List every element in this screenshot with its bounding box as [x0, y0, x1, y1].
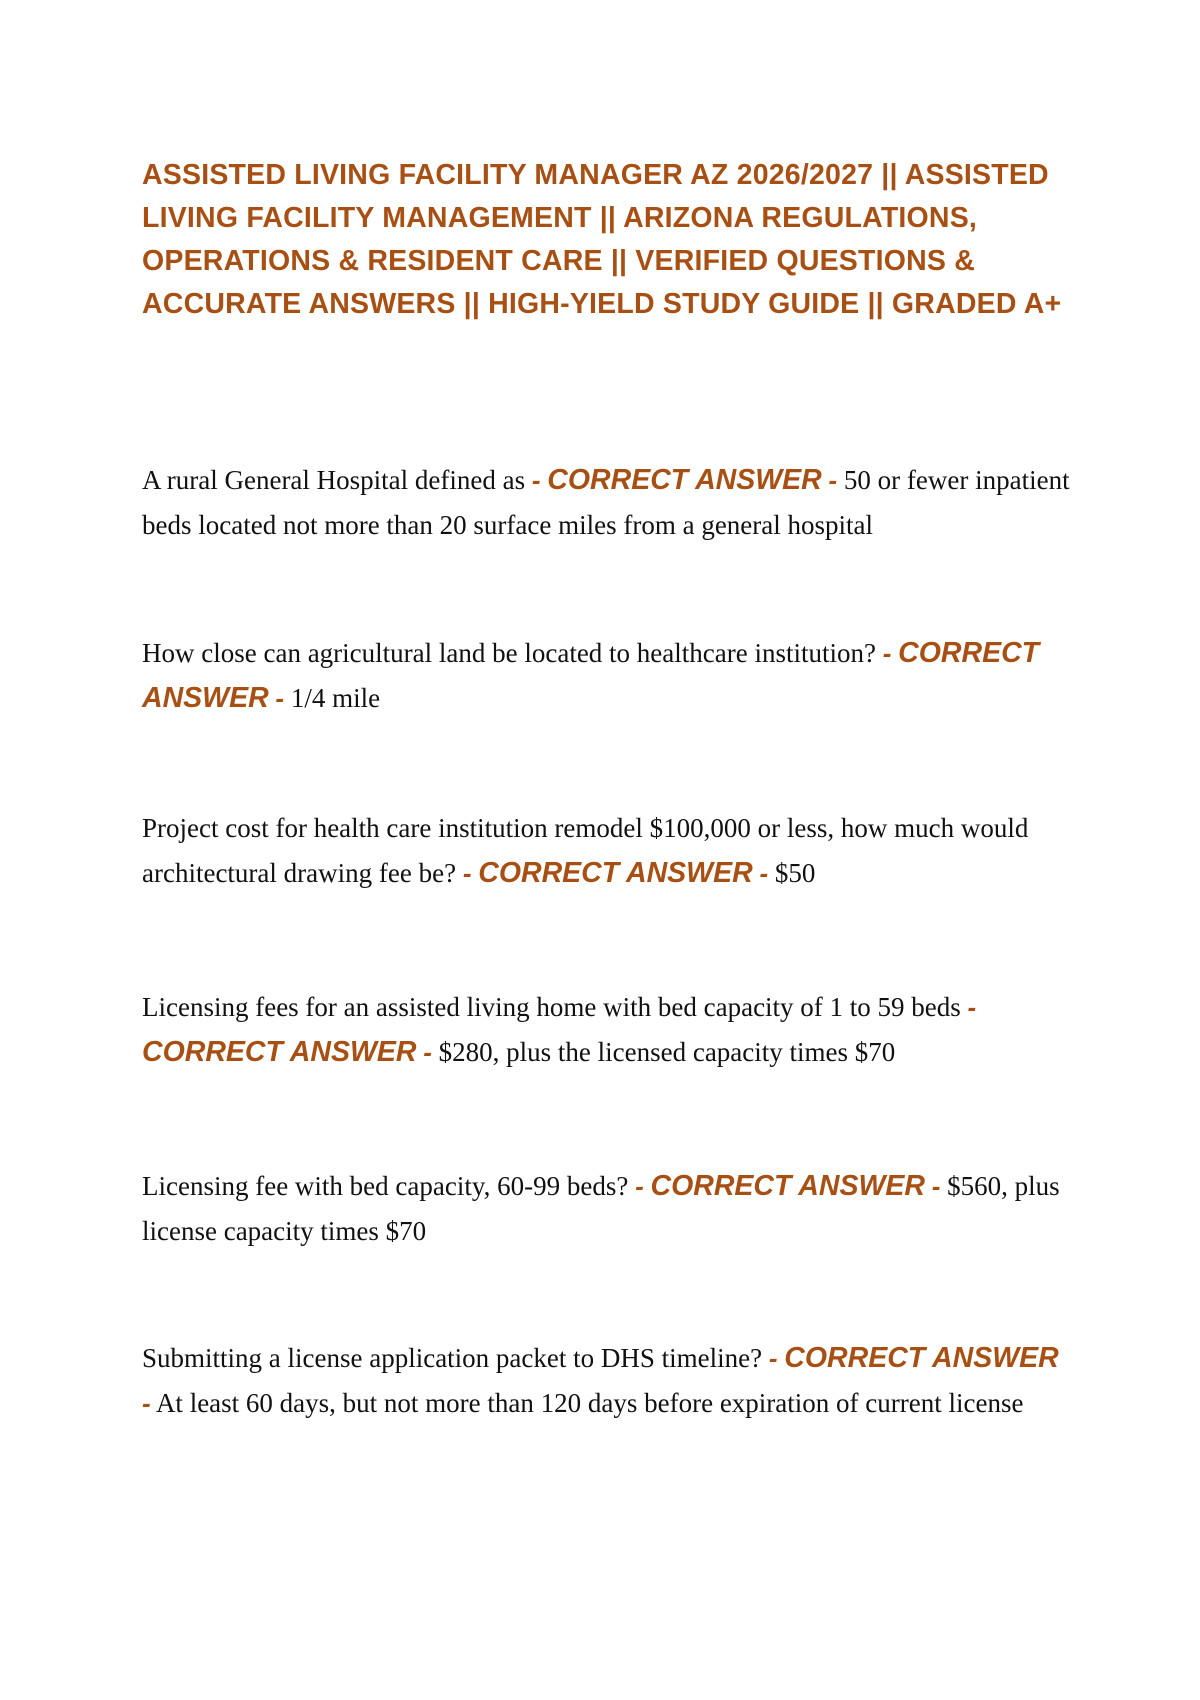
document-title: ASSISTED LIVING FACILITY MANAGER AZ 2026/2027 || ASSISTED LIVING FACILITY MANAGEMENT || ARIZONA REGULATIONS, OPERATIONS & RESIDENT CARE || VERIFIED QUESTIONS & ACCURATE ANSWERS || HIGH-YIELD STUDY GUIDE || GRADED A+: [142, 159, 1062, 320]
qa-item: [142, 631, 1072, 721]
answer-separator: -: [768, 1343, 778, 1373]
question-text: A rural General Hospital defined as: [142, 465, 526, 495]
answer-text: 50 or fewer inpatient beds located not more than 20 surface miles from a general hospital: [142, 465, 1070, 540]
question-text: Submitting a license application packet to DHS timeline?: [142, 1343, 763, 1373]
qa-item: [142, 458, 1072, 548]
correct-answer-label: CORRECT ANSWER: [478, 857, 753, 889]
answer-separator: -: [462, 858, 472, 888]
answer-text: 1/4 mile: [290, 683, 381, 713]
correct-answer-label: CORRECT ANSWER: [784, 1342, 1059, 1374]
answer-separator: -: [828, 465, 838, 495]
question-text: Licensing fee with bed capacity, 60-99 beds?: [142, 1171, 629, 1201]
answer-separator: -: [759, 858, 769, 888]
correct-answer-label: CORRECT ANSWER: [142, 1036, 417, 1068]
answer-separator: -: [967, 992, 977, 1022]
correct-answer-label: CORRECT ANSWER: [650, 1170, 925, 1202]
answer-separator: -: [635, 1171, 644, 1201]
answer-text: $50: [774, 858, 816, 888]
qa-item: [142, 985, 1072, 1075]
qa-item: [142, 1164, 1072, 1254]
question-text: Licensing fees for an assisted living home with bed capacity of 1 to 59 beds: [142, 992, 961, 1022]
answer-text: $280, plus the licensed capacity times $70: [438, 1037, 896, 1067]
answer-separator: -: [142, 1388, 151, 1418]
answer-separator: -: [423, 1037, 432, 1067]
question-text: How close can agricultural land be located to healthcare institution?: [142, 638, 876, 668]
correct-answer-label: CORRECT ANSWER: [547, 464, 822, 496]
question-text: Project cost for health care institution remodel $100,000 or less, how much would architectural drawing fee be?: [142, 813, 1029, 888]
answer-separator: -: [275, 683, 285, 713]
correct-answer-label: CORRECT ANSWER: [142, 637, 1040, 714]
answer-separator: -: [931, 1171, 941, 1201]
qa-item: [142, 1336, 1072, 1426]
answer-separator: -: [531, 465, 541, 495]
qa-item: [142, 806, 1072, 896]
answer-separator: -: [882, 638, 892, 668]
answer-text: At least 60 days, but not more than 120 days before expiration of current license: [155, 1388, 1024, 1418]
answer-text: $560, plus license capacity times $70: [142, 1171, 1060, 1246]
